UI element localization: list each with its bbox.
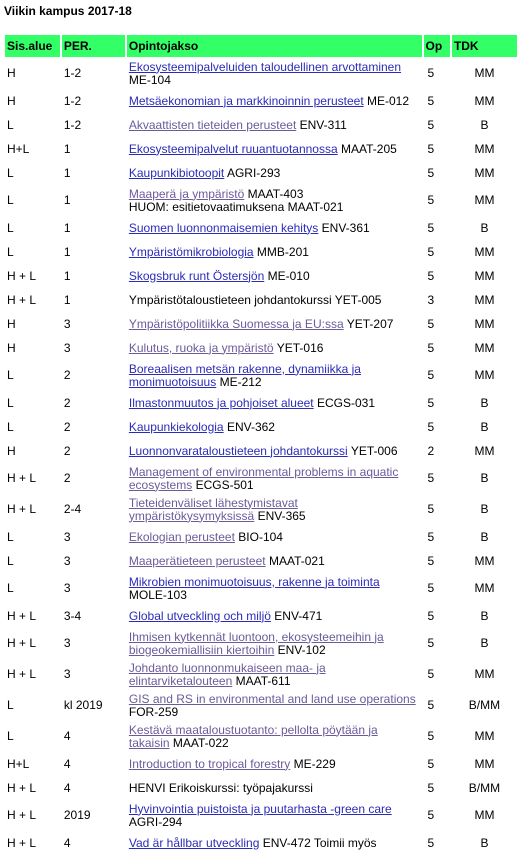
cell-op: 5 (427, 165, 435, 180)
cell-course (127, 313, 422, 335)
course-name: Ympäristötaloustieteen johdantokurssi (128, 292, 332, 307)
cell-course (127, 753, 422, 775)
table-row (5, 440, 517, 462)
cell-area: L (7, 729, 14, 743)
cell-op: 5 (427, 808, 435, 822)
table-row (5, 337, 517, 359)
cell-course (127, 392, 422, 414)
course-link[interactable]: Kaupunkiekologia (128, 419, 224, 434)
cell-area: H + L (7, 667, 37, 681)
cell-course (127, 691, 422, 720)
table-row (5, 392, 517, 414)
table-row (5, 241, 517, 263)
header-tdk: TDK (452, 35, 517, 57)
cell-op: 5 (427, 581, 435, 595)
cell-op: 5 (427, 608, 435, 623)
cell-period: 3 (63, 316, 71, 331)
course-code: MOLE-103 (128, 587, 187, 602)
cell-op: 5 (427, 316, 435, 331)
course-code: AGRI-294 (128, 814, 183, 829)
cell-area: H + L (7, 780, 37, 795)
cell-op: 5 (427, 698, 435, 712)
cell-tdk: B (480, 471, 489, 485)
cell-op: 5 (427, 220, 435, 235)
course-link[interactable]: Kaupunkibiotoopit (128, 165, 225, 180)
cell-course (127, 289, 422, 311)
cell-area: H + L (7, 808, 37, 822)
table-row (5, 361, 517, 390)
cell-area: H + L (7, 636, 37, 650)
table-row (5, 574, 517, 603)
cell-op: 5 (427, 93, 435, 108)
table-row (5, 777, 517, 799)
cell-op: 5 (427, 502, 435, 516)
cell-op: 3 (427, 292, 435, 307)
table-row (5, 691, 517, 720)
cell-op: 5 (427, 636, 435, 650)
cell-area: H (7, 340, 16, 355)
table-row (5, 660, 517, 689)
course-code: ENV-311 (299, 117, 347, 132)
cell-op: 5 (427, 193, 435, 207)
cell-area: H + L (7, 471, 37, 485)
course-link[interactable]: GIS and RS in environmental and land use operations (128, 691, 416, 706)
cell-course (127, 526, 422, 548)
cell-tdk: MM (474, 443, 495, 458)
course-code: ENV-472 Toimii myös (262, 835, 377, 850)
cell-area: L (7, 529, 14, 544)
cell-area: H+L (7, 756, 30, 771)
cell-period: 1-2 (63, 66, 82, 80)
course-code: BIO-104 (238, 529, 283, 544)
course-code: YET-006 (350, 443, 398, 458)
course-code: ENV-361 (321, 220, 370, 235)
cell-tdk: B/MM (468, 698, 501, 712)
cell-tdk: MM (474, 808, 495, 822)
cell-area: L (7, 698, 14, 712)
cell-tdk: MM (474, 268, 495, 283)
course-link[interactable]: Akvaattisten tieteiden perusteet (128, 117, 297, 132)
table-row (5, 114, 517, 136)
cell-period: 4 (63, 835, 71, 850)
header-area: Sis.alue (5, 35, 60, 57)
cell-period: 1-2 (63, 117, 82, 132)
cell-area: L (7, 553, 14, 568)
course-code: MAAT-611 (235, 673, 291, 688)
cell-period: 3-4 (63, 608, 82, 623)
cell-course (127, 416, 422, 438)
table-row (5, 526, 517, 548)
cell-tdk: MM (474, 316, 495, 331)
course-table (3, 33, 519, 856)
cell-op: 5 (427, 340, 435, 355)
course-link[interactable]: Ekosysteemipalveluiden taloudellinen arvottaminen (128, 59, 402, 74)
cell-area: L (7, 244, 14, 259)
table-row (5, 801, 517, 830)
cell-period: 3 (63, 529, 71, 544)
course-link[interactable]: Boreaalisen metsän rakenne, dynamiikka ja monimuotoisuus (128, 361, 361, 389)
course-code: ME-010 (267, 268, 310, 283)
cell-tdk: B (480, 529, 489, 544)
cell-course (127, 464, 422, 493)
cell-area: H + L (7, 292, 37, 307)
cell-period: 3 (63, 340, 71, 355)
cell-op: 5 (427, 667, 435, 681)
cell-tdk: B (480, 419, 489, 434)
course-link[interactable]: Kestävä maataloustuotanto: pellolta pöytään ja takaisin (128, 722, 378, 750)
cell-tdk: MM (474, 66, 495, 80)
cell-op: 5 (427, 66, 435, 80)
cell-tdk: MM (474, 756, 495, 771)
cell-period: 2 (63, 471, 71, 485)
cell-period: kl 2019 (63, 698, 103, 712)
cell-period: 1 (63, 165, 71, 180)
page-title: Viikin kampus 2017-18 (4, 4, 132, 18)
course-link[interactable]: Ihmisen kytkennät luontoon, ekosysteemeihin ja biogeokemiallisiin kiertoihin (128, 629, 384, 657)
cell-course (127, 495, 422, 524)
cell-course (127, 440, 422, 462)
course-code: ME-012 (367, 93, 410, 108)
cell-tdk: MM (474, 581, 495, 595)
course-link[interactable]: Metsäekonomian ja markkinoinnin perusteet (128, 93, 364, 108)
cell-course (127, 59, 422, 88)
cell-period: 3 (63, 553, 71, 568)
course-code: ECGS-501 (195, 477, 254, 492)
course-code: ECGS-031 (316, 395, 376, 410)
cell-area: L (7, 368, 14, 382)
cell-area: L (7, 419, 14, 434)
course-link[interactable]: Johdanto luonnonmukaiseen maa- ja elintarviketalouteen (128, 660, 326, 688)
cell-area: H + L (7, 268, 37, 283)
course-code: FOR-259 (128, 704, 179, 719)
cell-course (127, 722, 422, 751)
course-link[interactable]: Kulutus, ruoka ja ympäristö (128, 340, 274, 355)
cell-course (127, 337, 422, 359)
table-body (5, 59, 517, 854)
cell-course (127, 629, 422, 658)
course-name: HENVI Erikoiskurssi: työpajakurssi (128, 780, 313, 795)
table-row (5, 550, 517, 572)
course-link[interactable]: Mikrobien monimuotoisuus, rakenne ja toiminta (128, 574, 380, 589)
cell-course (127, 241, 422, 263)
course-code: ENV-362 (226, 419, 275, 434)
cell-tdk: B (480, 636, 489, 650)
cell-op: 5 (427, 244, 435, 259)
cell-tdk: B (480, 220, 489, 235)
cell-op: 5 (427, 268, 435, 283)
table-row (5, 832, 517, 854)
cell-area: H (7, 66, 16, 80)
cell-course (127, 660, 422, 689)
cell-period: 1 (63, 244, 71, 259)
cell-tdk: MM (474, 667, 495, 681)
course-link[interactable]: Maaperätieteen perusteet (128, 553, 266, 568)
cell-op: 5 (427, 529, 435, 544)
course-note: HUOM: esitietovaatimuksena MAAT-021 (128, 199, 344, 214)
course-code: ENV-471 (274, 608, 323, 623)
table-row (5, 313, 517, 335)
cell-tdk: B (480, 835, 489, 850)
cell-period: 1 (63, 141, 71, 156)
cell-period: 3 (63, 667, 71, 681)
cell-op: 5 (427, 553, 435, 568)
cell-period: 1 (63, 268, 71, 283)
cell-period: 2 (63, 368, 71, 382)
table-row (5, 217, 517, 239)
cell-period: 1 (63, 220, 71, 235)
cell-area: L (7, 165, 14, 180)
table-row (5, 138, 517, 160)
cell-tdk: B (480, 395, 489, 410)
cell-op: 5 (427, 780, 435, 795)
table-row (5, 722, 517, 751)
cell-area: H (7, 316, 16, 331)
course-code: AGRI-293 (226, 165, 281, 180)
course-link[interactable]: Ympäristömikrobiologia (128, 244, 254, 259)
cell-period: 1 (63, 193, 71, 207)
table-row (5, 753, 517, 775)
course-link[interactable]: Suomen luonnonmaisemien kehitys (128, 220, 319, 235)
cell-op: 5 (427, 368, 435, 382)
cell-period: 4 (63, 756, 71, 771)
table-row (5, 495, 517, 524)
cell-course (127, 832, 422, 854)
header-course: Opintojakso (127, 35, 422, 57)
cell-area: H+L (7, 141, 30, 156)
cell-tdk: B (480, 608, 489, 623)
table-row (5, 162, 517, 184)
table-row (5, 289, 517, 311)
cell-period: 2 (63, 395, 71, 410)
course-link[interactable]: Ilmastonmuutos ja pohjoiset alueet (128, 395, 314, 410)
course-link[interactable]: Vad är hållbar utveckling (128, 835, 260, 850)
cell-op: 5 (427, 471, 435, 485)
cell-period: 2 (63, 419, 71, 434)
cell-op: 5 (427, 395, 435, 410)
cell-period: 1 (63, 292, 71, 307)
cell-op: 5 (427, 835, 435, 850)
cell-course (127, 90, 422, 112)
table-row (5, 605, 517, 627)
course-code: ENV-365 (257, 508, 306, 523)
course-link[interactable]: Tieteidenväliset lähestymistavat ympäristökysymyksissä (128, 495, 298, 523)
cell-period: 2 (63, 443, 71, 458)
table-row (5, 265, 517, 287)
cell-course (127, 574, 422, 603)
cell-course (127, 605, 422, 627)
cell-op: 5 (427, 117, 435, 132)
cell-tdk: MM (474, 93, 495, 108)
cell-op: 2 (427, 443, 435, 458)
cell-period: 3 (63, 581, 71, 595)
table-row (5, 416, 517, 438)
cell-period: 4 (63, 729, 71, 743)
course-code: YET-005 (334, 292, 382, 307)
cell-tdk: MM (474, 244, 495, 259)
cell-area: L (7, 220, 14, 235)
course-link[interactable]: Hyvinvointia puistoista ja puutarhasta -green care (128, 801, 392, 816)
cell-course (127, 186, 422, 215)
cell-course (127, 801, 422, 830)
cell-area: H + L (7, 502, 37, 516)
course-link[interactable]: Introduction to tropical forestry (128, 756, 291, 771)
cell-period: 3 (63, 636, 71, 650)
table-row (5, 629, 517, 658)
cell-area: H + L (7, 835, 37, 850)
cell-course (127, 361, 422, 390)
course-code: YET-207 (346, 316, 394, 331)
course-link[interactable]: Ekosysteemipalvelut ruuantuotannossa (128, 141, 338, 156)
header-op: Op (424, 35, 450, 57)
course-code: ENV-102 (277, 642, 326, 657)
cell-course (127, 162, 422, 184)
table-row (5, 464, 517, 493)
cell-course (127, 265, 422, 287)
cell-tdk: MM (474, 292, 495, 307)
cell-area: L (7, 117, 14, 132)
cell-course (127, 777, 422, 799)
cell-op: 5 (427, 141, 435, 156)
course-code: MAAT-403 (247, 186, 304, 201)
cell-op: 5 (427, 419, 435, 434)
cell-period: 2-4 (63, 502, 82, 516)
table-header-row (5, 35, 517, 57)
course-link[interactable]: Management of environmental problems in aquatic ecosystems (128, 464, 399, 492)
course-link[interactable]: Ympäristöpolitiikka Suomessa ja EU:ssa (128, 316, 344, 331)
table-row (5, 90, 517, 112)
cell-area: L (7, 581, 14, 595)
course-code: MAAT-021 (268, 553, 325, 568)
table-row (5, 59, 517, 88)
course-link[interactable]: Ekologian perusteet (128, 529, 235, 544)
cell-course (127, 138, 422, 160)
course-code: MAAT-205 (341, 141, 397, 156)
cell-course (127, 217, 422, 239)
course-code: YET-016 (276, 340, 324, 355)
course-link[interactable]: Global utveckling och miljö (128, 608, 271, 623)
cell-tdk: MM (474, 368, 495, 382)
cell-tdk: MM (474, 165, 495, 180)
cell-tdk: B (480, 117, 489, 132)
cell-area: H (7, 93, 16, 108)
cell-tdk: MM (474, 553, 495, 568)
cell-period: 4 (63, 780, 71, 795)
course-code: MMB-201 (256, 244, 309, 259)
cell-course (127, 114, 422, 136)
course-link[interactable]: Luonnonvarataloustieteen johdantokurssi (128, 443, 348, 458)
cell-period: 1-2 (63, 93, 82, 108)
cell-tdk: MM (474, 193, 495, 207)
cell-op: 5 (427, 729, 435, 743)
cell-tdk: B (480, 502, 489, 516)
course-code: ME-212 (219, 374, 262, 389)
cell-area: L (7, 395, 14, 410)
course-code: MAAT-022 (172, 735, 229, 750)
course-link[interactable]: Skogsbruk runt Östersjön (128, 268, 265, 283)
cell-op: 5 (427, 756, 435, 771)
cell-tdk: MM (474, 729, 495, 743)
course-code: ME-104 (128, 72, 171, 87)
course-code: ME-229 (293, 756, 336, 771)
cell-area: H + L (7, 608, 37, 623)
cell-area: H (7, 443, 16, 458)
cell-tdk: MM (474, 141, 495, 156)
cell-course (127, 550, 422, 572)
course-link[interactable]: Maaperä ja ympäristö (128, 186, 245, 201)
header-period: PER. (62, 35, 125, 57)
cell-tdk: B/MM (468, 780, 501, 795)
cell-period: 2019 (63, 808, 91, 822)
table-row (5, 186, 517, 215)
cell-tdk: MM (474, 340, 495, 355)
cell-area: L (7, 193, 14, 207)
